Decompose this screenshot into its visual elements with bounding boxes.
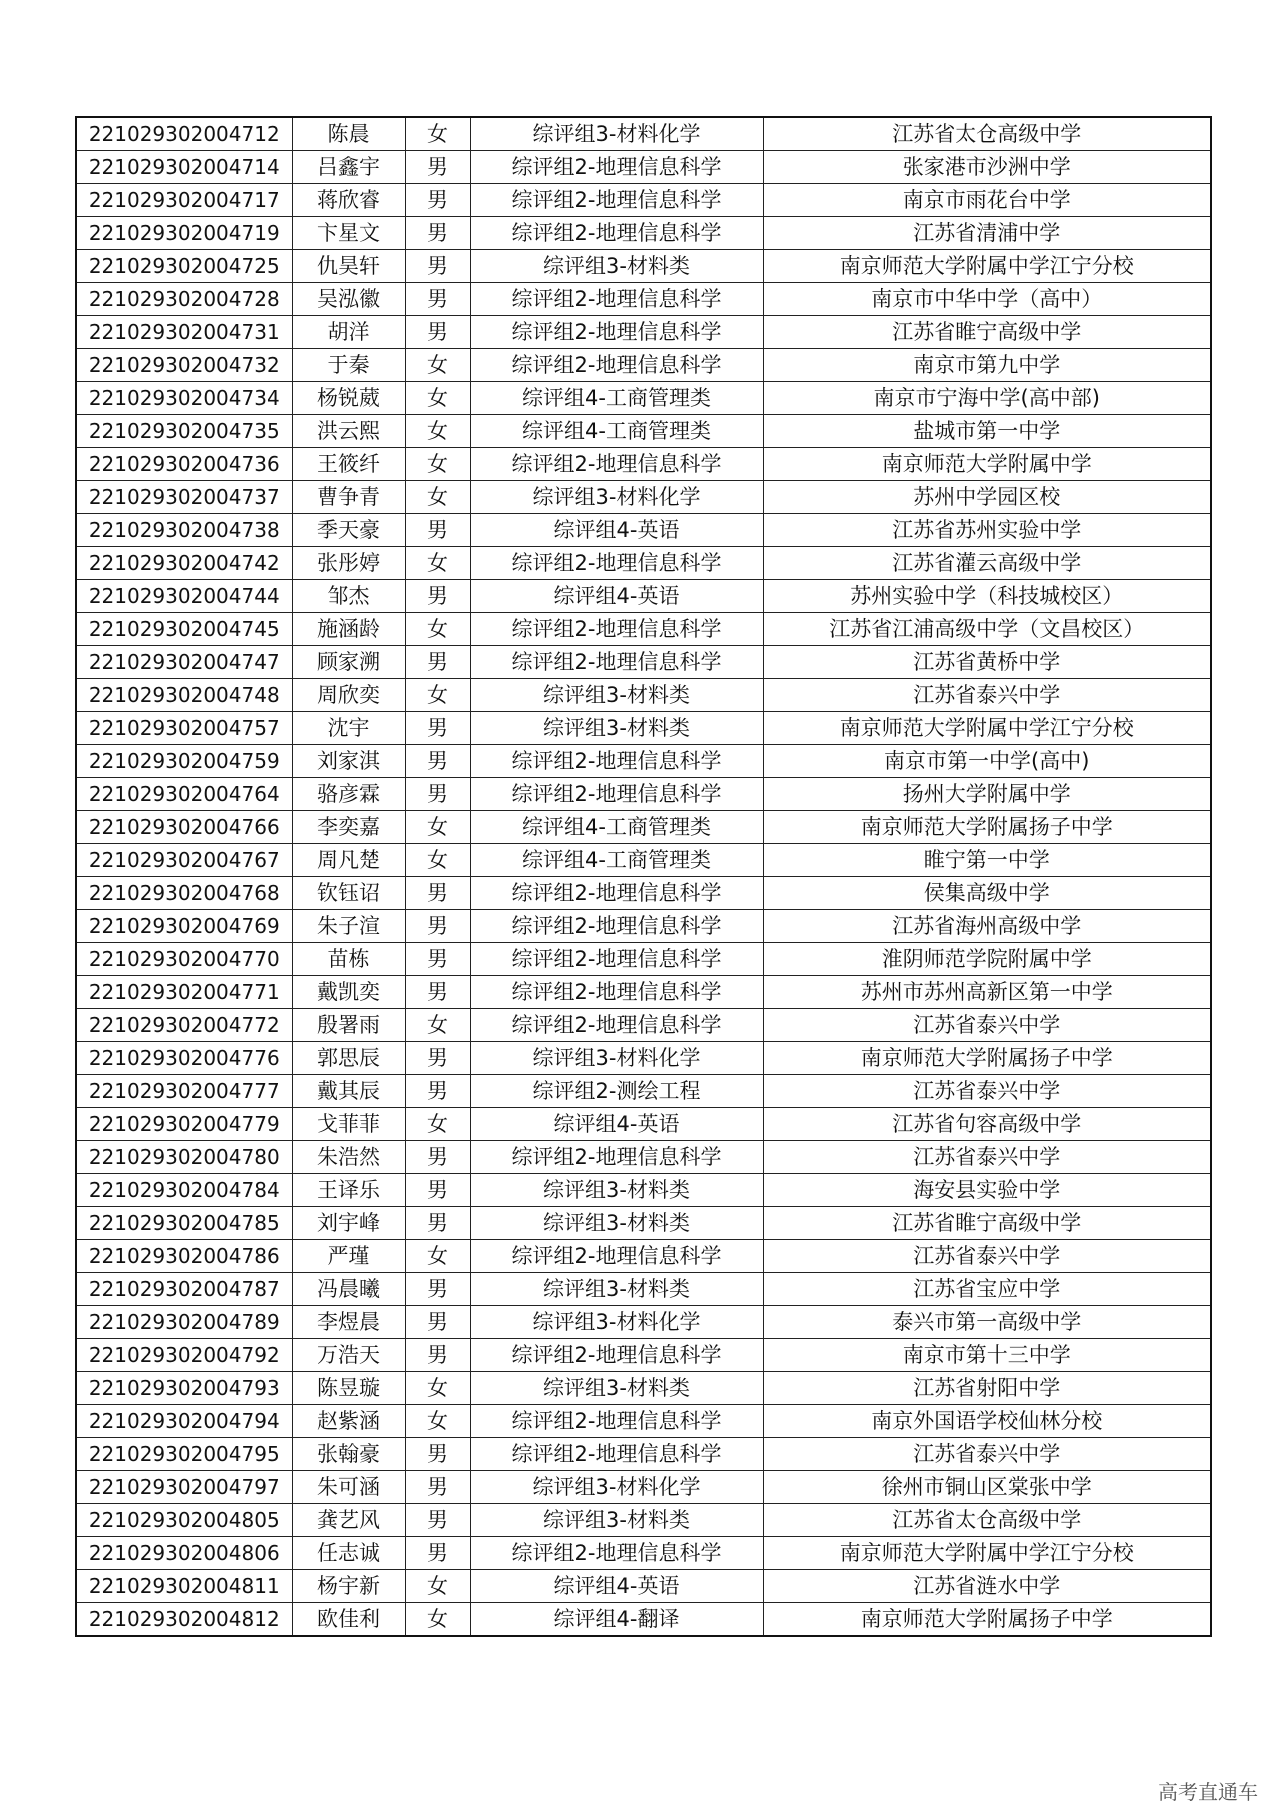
school-cell: 江苏省泰兴中学 [763, 1240, 1211, 1273]
table-row [76, 877, 1211, 910]
gender-cell: 女 [405, 448, 470, 481]
candidate-id-cell: 221029302004768 [76, 877, 292, 910]
candidate-id-cell: 221029302004714 [76, 151, 292, 184]
program-group-cell: 综评组2-地理信息科学 [470, 349, 763, 382]
school-cell: 江苏省睢宁高级中学 [763, 1207, 1211, 1240]
candidate-id-cell: 221029302004767 [76, 844, 292, 877]
school-cell: 张家港市沙洲中学 [763, 151, 1211, 184]
student-name-cell: 骆彦霖 [292, 778, 405, 811]
gender-cell: 女 [405, 1603, 470, 1637]
gender-cell: 女 [405, 1372, 470, 1405]
gender-cell: 女 [405, 613, 470, 646]
student-name-cell: 卞星文 [292, 217, 405, 250]
table-row [76, 778, 1211, 811]
gender-cell: 男 [405, 778, 470, 811]
student-name-cell: 戴凯奕 [292, 976, 405, 1009]
candidate-id-cell: 221029302004728 [76, 283, 292, 316]
program-group-cell: 综评组3-材料类 [470, 679, 763, 712]
school-cell: 苏州中学园区校 [763, 481, 1211, 514]
gender-cell: 男 [405, 1438, 470, 1471]
candidate-id-cell: 221029302004805 [76, 1504, 292, 1537]
school-cell: 江苏省睢宁高级中学 [763, 316, 1211, 349]
gender-cell: 男 [405, 1174, 470, 1207]
school-cell: 南京市第一中学(高中) [763, 745, 1211, 778]
student-name-cell: 陈晨 [292, 117, 405, 151]
program-group-cell: 综评组2-地理信息科学 [470, 877, 763, 910]
student-name-cell: 戴其辰 [292, 1075, 405, 1108]
admission-list-body [76, 117, 1211, 1636]
program-group-cell: 综评组2-地理信息科学 [470, 151, 763, 184]
program-group-cell: 综评组2-测绘工程 [470, 1075, 763, 1108]
program-group-cell: 综评组4-工商管理类 [470, 382, 763, 415]
candidate-id-cell: 221029302004811 [76, 1570, 292, 1603]
table-row [76, 1042, 1211, 1075]
school-cell: 江苏省江浦高级中学（文昌校区） [763, 613, 1211, 646]
candidate-id-cell: 221029302004797 [76, 1471, 292, 1504]
program-group-cell: 综评组2-地理信息科学 [470, 1141, 763, 1174]
student-name-cell: 朱可涵 [292, 1471, 405, 1504]
student-name-cell: 冯晨曦 [292, 1273, 405, 1306]
candidate-id-cell: 221029302004712 [76, 117, 292, 151]
student-name-cell: 苗栋 [292, 943, 405, 976]
candidate-id-cell: 221029302004771 [76, 976, 292, 1009]
program-group-cell: 综评组4-翻译 [470, 1603, 763, 1637]
table-row [76, 1108, 1211, 1141]
program-group-cell: 综评组2-地理信息科学 [470, 646, 763, 679]
table-row [76, 349, 1211, 382]
student-name-cell: 季天豪 [292, 514, 405, 547]
school-cell: 江苏省句容高级中学 [763, 1108, 1211, 1141]
school-cell: 江苏省太仓高级中学 [763, 117, 1211, 151]
student-name-cell: 钦钰诏 [292, 877, 405, 910]
gender-cell: 女 [405, 1009, 470, 1042]
program-group-cell: 综评组4-英语 [470, 580, 763, 613]
table-row [76, 1603, 1211, 1637]
school-cell: 盐城市第一中学 [763, 415, 1211, 448]
table-row [76, 1438, 1211, 1471]
program-group-cell: 综评组2-地理信息科学 [470, 778, 763, 811]
gender-cell: 男 [405, 646, 470, 679]
program-group-cell: 综评组2-地理信息科学 [470, 448, 763, 481]
table-row [76, 1537, 1211, 1570]
candidate-id-cell: 221029302004806 [76, 1537, 292, 1570]
table-row [76, 745, 1211, 778]
candidate-id-cell: 221029302004779 [76, 1108, 292, 1141]
student-name-cell: 陈昱璇 [292, 1372, 405, 1405]
program-group-cell: 综评组2-地理信息科学 [470, 1405, 763, 1438]
table-row [76, 1141, 1211, 1174]
candidate-id-cell: 221029302004744 [76, 580, 292, 613]
student-name-cell: 杨锐葳 [292, 382, 405, 415]
candidate-id-cell: 221029302004812 [76, 1603, 292, 1637]
program-group-cell: 综评组3-材料类 [470, 1504, 763, 1537]
school-cell: 南京师范大学附属扬子中学 [763, 1603, 1211, 1637]
candidate-id-cell: 221029302004757 [76, 712, 292, 745]
school-cell: 江苏省泰兴中学 [763, 679, 1211, 712]
school-cell: 江苏省泰兴中学 [763, 1075, 1211, 1108]
student-name-cell: 施涵龄 [292, 613, 405, 646]
table-row [76, 943, 1211, 976]
school-cell: 南京外国语学校仙林分校 [763, 1405, 1211, 1438]
gender-cell: 女 [405, 547, 470, 580]
table-row [76, 151, 1211, 184]
school-cell: 睢宁第一中学 [763, 844, 1211, 877]
candidate-id-cell: 221029302004793 [76, 1372, 292, 1405]
school-cell: 江苏省灌云高级中学 [763, 547, 1211, 580]
table-row [76, 250, 1211, 283]
student-name-cell: 朱子渲 [292, 910, 405, 943]
gender-cell: 男 [405, 1075, 470, 1108]
school-cell: 南京市雨花台中学 [763, 184, 1211, 217]
student-name-cell: 张翰豪 [292, 1438, 405, 1471]
school-cell: 南京师范大学附属中学江宁分校 [763, 1537, 1211, 1570]
table-row [76, 613, 1211, 646]
table-row [76, 1009, 1211, 1042]
school-cell: 江苏省泰兴中学 [763, 1009, 1211, 1042]
program-group-cell: 综评组2-地理信息科学 [470, 1240, 763, 1273]
table-row [76, 316, 1211, 349]
school-cell: 南京市第九中学 [763, 349, 1211, 382]
program-group-cell: 综评组4-英语 [470, 1570, 763, 1603]
gender-cell: 男 [405, 877, 470, 910]
gender-cell: 女 [405, 844, 470, 877]
table-row [76, 679, 1211, 712]
admission-list-table [75, 116, 1212, 1637]
candidate-id-cell: 221029302004738 [76, 514, 292, 547]
table-row [76, 1570, 1211, 1603]
gender-cell: 男 [405, 580, 470, 613]
candidate-id-cell: 221029302004795 [76, 1438, 292, 1471]
school-cell: 苏州实验中学（科技城校区） [763, 580, 1211, 613]
student-name-cell: 张彤婷 [292, 547, 405, 580]
gender-cell: 女 [405, 481, 470, 514]
program-group-cell: 综评组3-材料化学 [470, 1042, 763, 1075]
gender-cell: 女 [405, 382, 470, 415]
school-cell: 江苏省射阳中学 [763, 1372, 1211, 1405]
gender-cell: 女 [405, 811, 470, 844]
candidate-id-cell: 221029302004731 [76, 316, 292, 349]
program-group-cell: 综评组4-工商管理类 [470, 415, 763, 448]
candidate-id-cell: 221029302004794 [76, 1405, 292, 1438]
student-name-cell: 洪云熙 [292, 415, 405, 448]
school-cell: 苏州市苏州高新区第一中学 [763, 976, 1211, 1009]
student-name-cell: 王筱纤 [292, 448, 405, 481]
program-group-cell: 综评组2-地理信息科学 [470, 1009, 763, 1042]
school-cell: 南京师范大学附属中学 [763, 448, 1211, 481]
candidate-id-cell: 221029302004777 [76, 1075, 292, 1108]
program-group-cell: 综评组2-地理信息科学 [470, 1339, 763, 1372]
student-name-cell: 严瑾 [292, 1240, 405, 1273]
candidate-id-cell: 221029302004770 [76, 943, 292, 976]
candidate-id-cell: 221029302004792 [76, 1339, 292, 1372]
student-name-cell: 龚艺风 [292, 1504, 405, 1537]
student-name-cell: 蒋欣睿 [292, 184, 405, 217]
candidate-id-cell: 221029302004725 [76, 250, 292, 283]
candidate-id-cell: 221029302004732 [76, 349, 292, 382]
program-group-cell: 综评组3-材料类 [470, 1174, 763, 1207]
table-row [76, 1075, 1211, 1108]
program-group-cell: 综评组2-地理信息科学 [470, 547, 763, 580]
table-row [76, 415, 1211, 448]
gender-cell: 男 [405, 712, 470, 745]
table-row [76, 1240, 1211, 1273]
table-row [76, 514, 1211, 547]
candidate-id-cell: 221029302004737 [76, 481, 292, 514]
school-cell: 江苏省黄桥中学 [763, 646, 1211, 679]
student-name-cell: 杨宇新 [292, 1570, 405, 1603]
candidate-id-cell: 221029302004759 [76, 745, 292, 778]
candidate-id-cell: 221029302004734 [76, 382, 292, 415]
table-row [76, 448, 1211, 481]
school-cell: 江苏省海州高级中学 [763, 910, 1211, 943]
program-group-cell: 综评组2-地理信息科学 [470, 910, 763, 943]
school-cell: 南京市中华中学（高中） [763, 283, 1211, 316]
student-name-cell: 刘宇峰 [292, 1207, 405, 1240]
candidate-id-cell: 221029302004785 [76, 1207, 292, 1240]
candidate-id-cell: 221029302004764 [76, 778, 292, 811]
school-cell: 南京师范大学附属中学江宁分校 [763, 712, 1211, 745]
gender-cell: 男 [405, 514, 470, 547]
table-row [76, 184, 1211, 217]
gender-cell: 男 [405, 1207, 470, 1240]
gender-cell: 男 [405, 1141, 470, 1174]
gender-cell: 男 [405, 1273, 470, 1306]
student-name-cell: 赵紫涵 [292, 1405, 405, 1438]
school-cell: 江苏省清浦中学 [763, 217, 1211, 250]
gender-cell: 女 [405, 415, 470, 448]
school-cell: 南京师范大学附属扬子中学 [763, 1042, 1211, 1075]
table-row [76, 1372, 1211, 1405]
table-row [76, 1306, 1211, 1339]
student-name-cell: 王译乐 [292, 1174, 405, 1207]
table-row [76, 217, 1211, 250]
table-row [76, 1339, 1211, 1372]
candidate-id-cell: 221029302004747 [76, 646, 292, 679]
student-name-cell: 刘家淇 [292, 745, 405, 778]
table-row [76, 976, 1211, 1009]
student-name-cell: 周欣奕 [292, 679, 405, 712]
gender-cell: 男 [405, 1504, 470, 1537]
candidate-id-cell: 221029302004719 [76, 217, 292, 250]
program-group-cell: 综评组2-地理信息科学 [470, 184, 763, 217]
gender-cell: 男 [405, 1339, 470, 1372]
school-cell: 南京师范大学附属中学江宁分校 [763, 250, 1211, 283]
gender-cell: 男 [405, 250, 470, 283]
gender-cell: 女 [405, 1240, 470, 1273]
table-row [76, 481, 1211, 514]
table-row [76, 117, 1211, 151]
gender-cell: 女 [405, 1405, 470, 1438]
school-cell: 江苏省苏州实验中学 [763, 514, 1211, 547]
gender-cell: 女 [405, 349, 470, 382]
table-row [76, 712, 1211, 745]
program-group-cell: 综评组2-地理信息科学 [470, 316, 763, 349]
gender-cell: 男 [405, 910, 470, 943]
program-group-cell: 综评组2-地理信息科学 [470, 1438, 763, 1471]
program-group-cell: 综评组4-工商管理类 [470, 844, 763, 877]
program-group-cell: 综评组2-地理信息科学 [470, 217, 763, 250]
school-cell: 侯集高级中学 [763, 877, 1211, 910]
candidate-id-cell: 221029302004787 [76, 1273, 292, 1306]
table-row [76, 1174, 1211, 1207]
gender-cell: 女 [405, 1570, 470, 1603]
table-row [76, 1207, 1211, 1240]
program-group-cell: 综评组3-材料类 [470, 1273, 763, 1306]
table-row [76, 547, 1211, 580]
candidate-id-cell: 221029302004786 [76, 1240, 292, 1273]
candidate-id-cell: 221029302004742 [76, 547, 292, 580]
program-group-cell: 综评组3-材料类 [470, 712, 763, 745]
gender-cell: 男 [405, 1042, 470, 1075]
program-group-cell: 综评组2-地理信息科学 [470, 283, 763, 316]
candidate-id-cell: 221029302004745 [76, 613, 292, 646]
gender-cell: 男 [405, 745, 470, 778]
student-name-cell: 邹杰 [292, 580, 405, 613]
table-row [76, 844, 1211, 877]
program-group-cell: 综评组3-材料类 [470, 250, 763, 283]
program-group-cell: 综评组3-材料化学 [470, 1306, 763, 1339]
program-group-cell: 综评组2-地理信息科学 [470, 613, 763, 646]
student-name-cell: 殷署雨 [292, 1009, 405, 1042]
program-group-cell: 综评组3-材料化学 [470, 1471, 763, 1504]
program-group-cell: 综评组3-材料化学 [470, 117, 763, 151]
gender-cell: 男 [405, 184, 470, 217]
candidate-id-cell: 221029302004772 [76, 1009, 292, 1042]
program-group-cell: 综评组2-地理信息科学 [470, 943, 763, 976]
program-group-cell: 综评组3-材料化学 [470, 481, 763, 514]
school-cell: 江苏省泰兴中学 [763, 1141, 1211, 1174]
program-group-cell: 综评组2-地理信息科学 [470, 745, 763, 778]
school-cell: 南京市宁海中学(高中部) [763, 382, 1211, 415]
gender-cell: 男 [405, 1471, 470, 1504]
student-name-cell: 万浩天 [292, 1339, 405, 1372]
student-name-cell: 郭思辰 [292, 1042, 405, 1075]
program-group-cell: 综评组3-材料类 [470, 1207, 763, 1240]
gender-cell: 男 [405, 943, 470, 976]
gender-cell: 女 [405, 1108, 470, 1141]
gender-cell: 男 [405, 1537, 470, 1570]
student-name-cell: 曹争青 [292, 481, 405, 514]
table-row [76, 283, 1211, 316]
program-group-cell: 综评组2-地理信息科学 [470, 1537, 763, 1570]
candidate-id-cell: 221029302004735 [76, 415, 292, 448]
gender-cell: 男 [405, 1306, 470, 1339]
student-name-cell: 周凡楚 [292, 844, 405, 877]
table-row [76, 1405, 1211, 1438]
student-name-cell: 戈菲菲 [292, 1108, 405, 1141]
program-group-cell: 综评组4-英语 [470, 514, 763, 547]
student-name-cell: 仇昊轩 [292, 250, 405, 283]
student-name-cell: 朱浩然 [292, 1141, 405, 1174]
program-group-cell: 综评组4-英语 [470, 1108, 763, 1141]
table-row [76, 1504, 1211, 1537]
candidate-id-cell: 221029302004766 [76, 811, 292, 844]
candidate-id-cell: 221029302004789 [76, 1306, 292, 1339]
candidate-id-cell: 221029302004776 [76, 1042, 292, 1075]
student-name-cell: 李奕嘉 [292, 811, 405, 844]
student-name-cell: 于秦 [292, 349, 405, 382]
student-name-cell: 任志诚 [292, 1537, 405, 1570]
student-name-cell: 吕鑫宇 [292, 151, 405, 184]
gender-cell: 男 [405, 151, 470, 184]
school-cell: 江苏省宝应中学 [763, 1273, 1211, 1306]
candidate-id-cell: 221029302004717 [76, 184, 292, 217]
student-name-cell: 李煜晨 [292, 1306, 405, 1339]
candidate-id-cell: 221029302004736 [76, 448, 292, 481]
table-row [76, 811, 1211, 844]
school-cell: 淮阴师范学院附属中学 [763, 943, 1211, 976]
program-group-cell: 综评组3-材料类 [470, 1372, 763, 1405]
gender-cell: 男 [405, 976, 470, 1009]
program-group-cell: 综评组4-工商管理类 [470, 811, 763, 844]
school-cell: 徐州市铜山区棠张中学 [763, 1471, 1211, 1504]
school-cell: 泰兴市第一高级中学 [763, 1306, 1211, 1339]
student-name-cell: 欧佳利 [292, 1603, 405, 1637]
table-row [76, 382, 1211, 415]
gender-cell: 女 [405, 679, 470, 712]
school-cell: 南京师范大学附属扬子中学 [763, 811, 1211, 844]
table-row [76, 646, 1211, 679]
table-row [76, 580, 1211, 613]
student-name-cell: 沈宇 [292, 712, 405, 745]
program-group-cell: 综评组2-地理信息科学 [470, 976, 763, 1009]
student-name-cell: 吴泓徽 [292, 283, 405, 316]
watermark-text: 高考直通车 [1158, 1780, 1258, 1804]
candidate-id-cell: 221029302004780 [76, 1141, 292, 1174]
candidate-id-cell: 221029302004784 [76, 1174, 292, 1207]
gender-cell: 女 [405, 117, 470, 151]
gender-cell: 男 [405, 283, 470, 316]
school-cell: 扬州大学附属中学 [763, 778, 1211, 811]
table-row [76, 910, 1211, 943]
candidate-id-cell: 221029302004769 [76, 910, 292, 943]
gender-cell: 男 [405, 217, 470, 250]
school-cell: 江苏省涟水中学 [763, 1570, 1211, 1603]
school-cell: 海安县实验中学 [763, 1174, 1211, 1207]
student-name-cell: 胡洋 [292, 316, 405, 349]
gender-cell: 男 [405, 316, 470, 349]
school-cell: 南京市第十三中学 [763, 1339, 1211, 1372]
school-cell: 江苏省泰兴中学 [763, 1438, 1211, 1471]
table-row [76, 1471, 1211, 1504]
school-cell: 江苏省太仓高级中学 [763, 1504, 1211, 1537]
candidate-id-cell: 221029302004748 [76, 679, 292, 712]
student-name-cell: 顾家溯 [292, 646, 405, 679]
table-row [76, 1273, 1211, 1306]
